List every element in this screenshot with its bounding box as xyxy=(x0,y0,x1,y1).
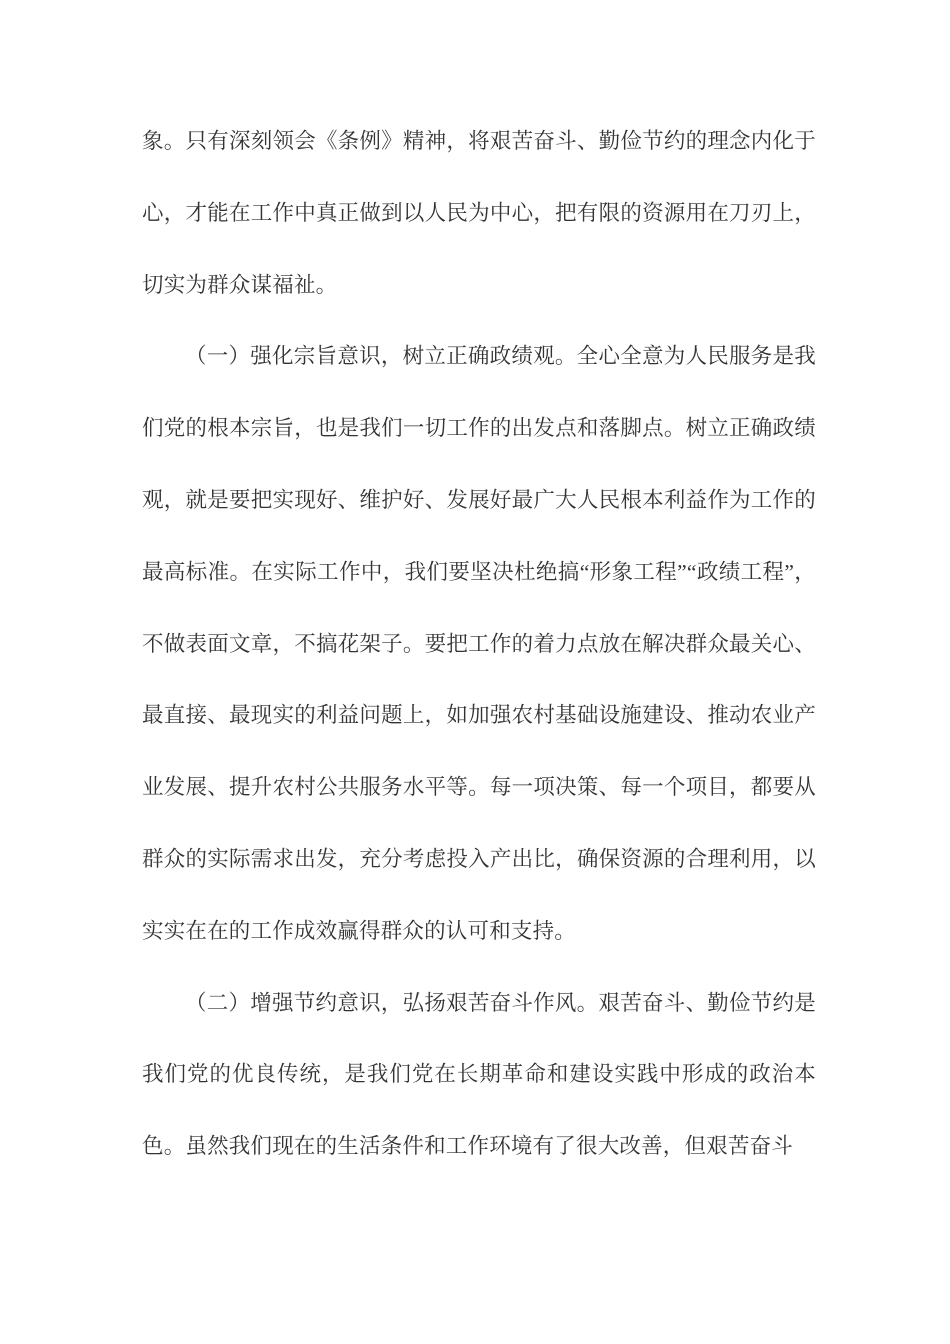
paragraph: （一）强化宗旨意识，树立正确政绩观。全心全意为人民服务是我们党的根本宗旨，也是我们一切工作的出发点和落脚点。树立正确政绩观，就是要把实现好、维护好、发展好最广大人民根本利益作为工作的最高标准。在实际工作中，我们要坚决杜绝搞“形象工程”“政绩工程”，不做表面文章，不搞花架子。要把工作的着力点放在解决群众最关心、最直接、最现实的利益问题上，如加强农村基础设施建设、推动农业产业发展、提升农村公共服务水平等。每一项决策、每一个项目，都要从群众的实际需求出发，充分考虑投入产出比，确保资源的合理利用，以实实在在的工作成效赢得群众的认可和支持。 xyxy=(142,344,816,943)
paragraph: （二）增强节约意识，弘扬艰苦奋斗作风。艰苦奋斗、勤俭节约是我们党的优良传统，是我们党在长期革命和建设实践中形成的政治本色。虽然我们现在的生活条件和工作环境有了很大改善，但艰苦奋斗 xyxy=(142,990,816,1159)
document-body xyxy=(142,106,816,1183)
paragraph: 象。只有深刻领会《条例》精神，将艰苦奋斗、勤俭节约的理念内化于心，才能在工作中真正做到以人民为中心，把有限的资源用在刀刃上，切实为群众谋福祉。 xyxy=(142,129,816,297)
